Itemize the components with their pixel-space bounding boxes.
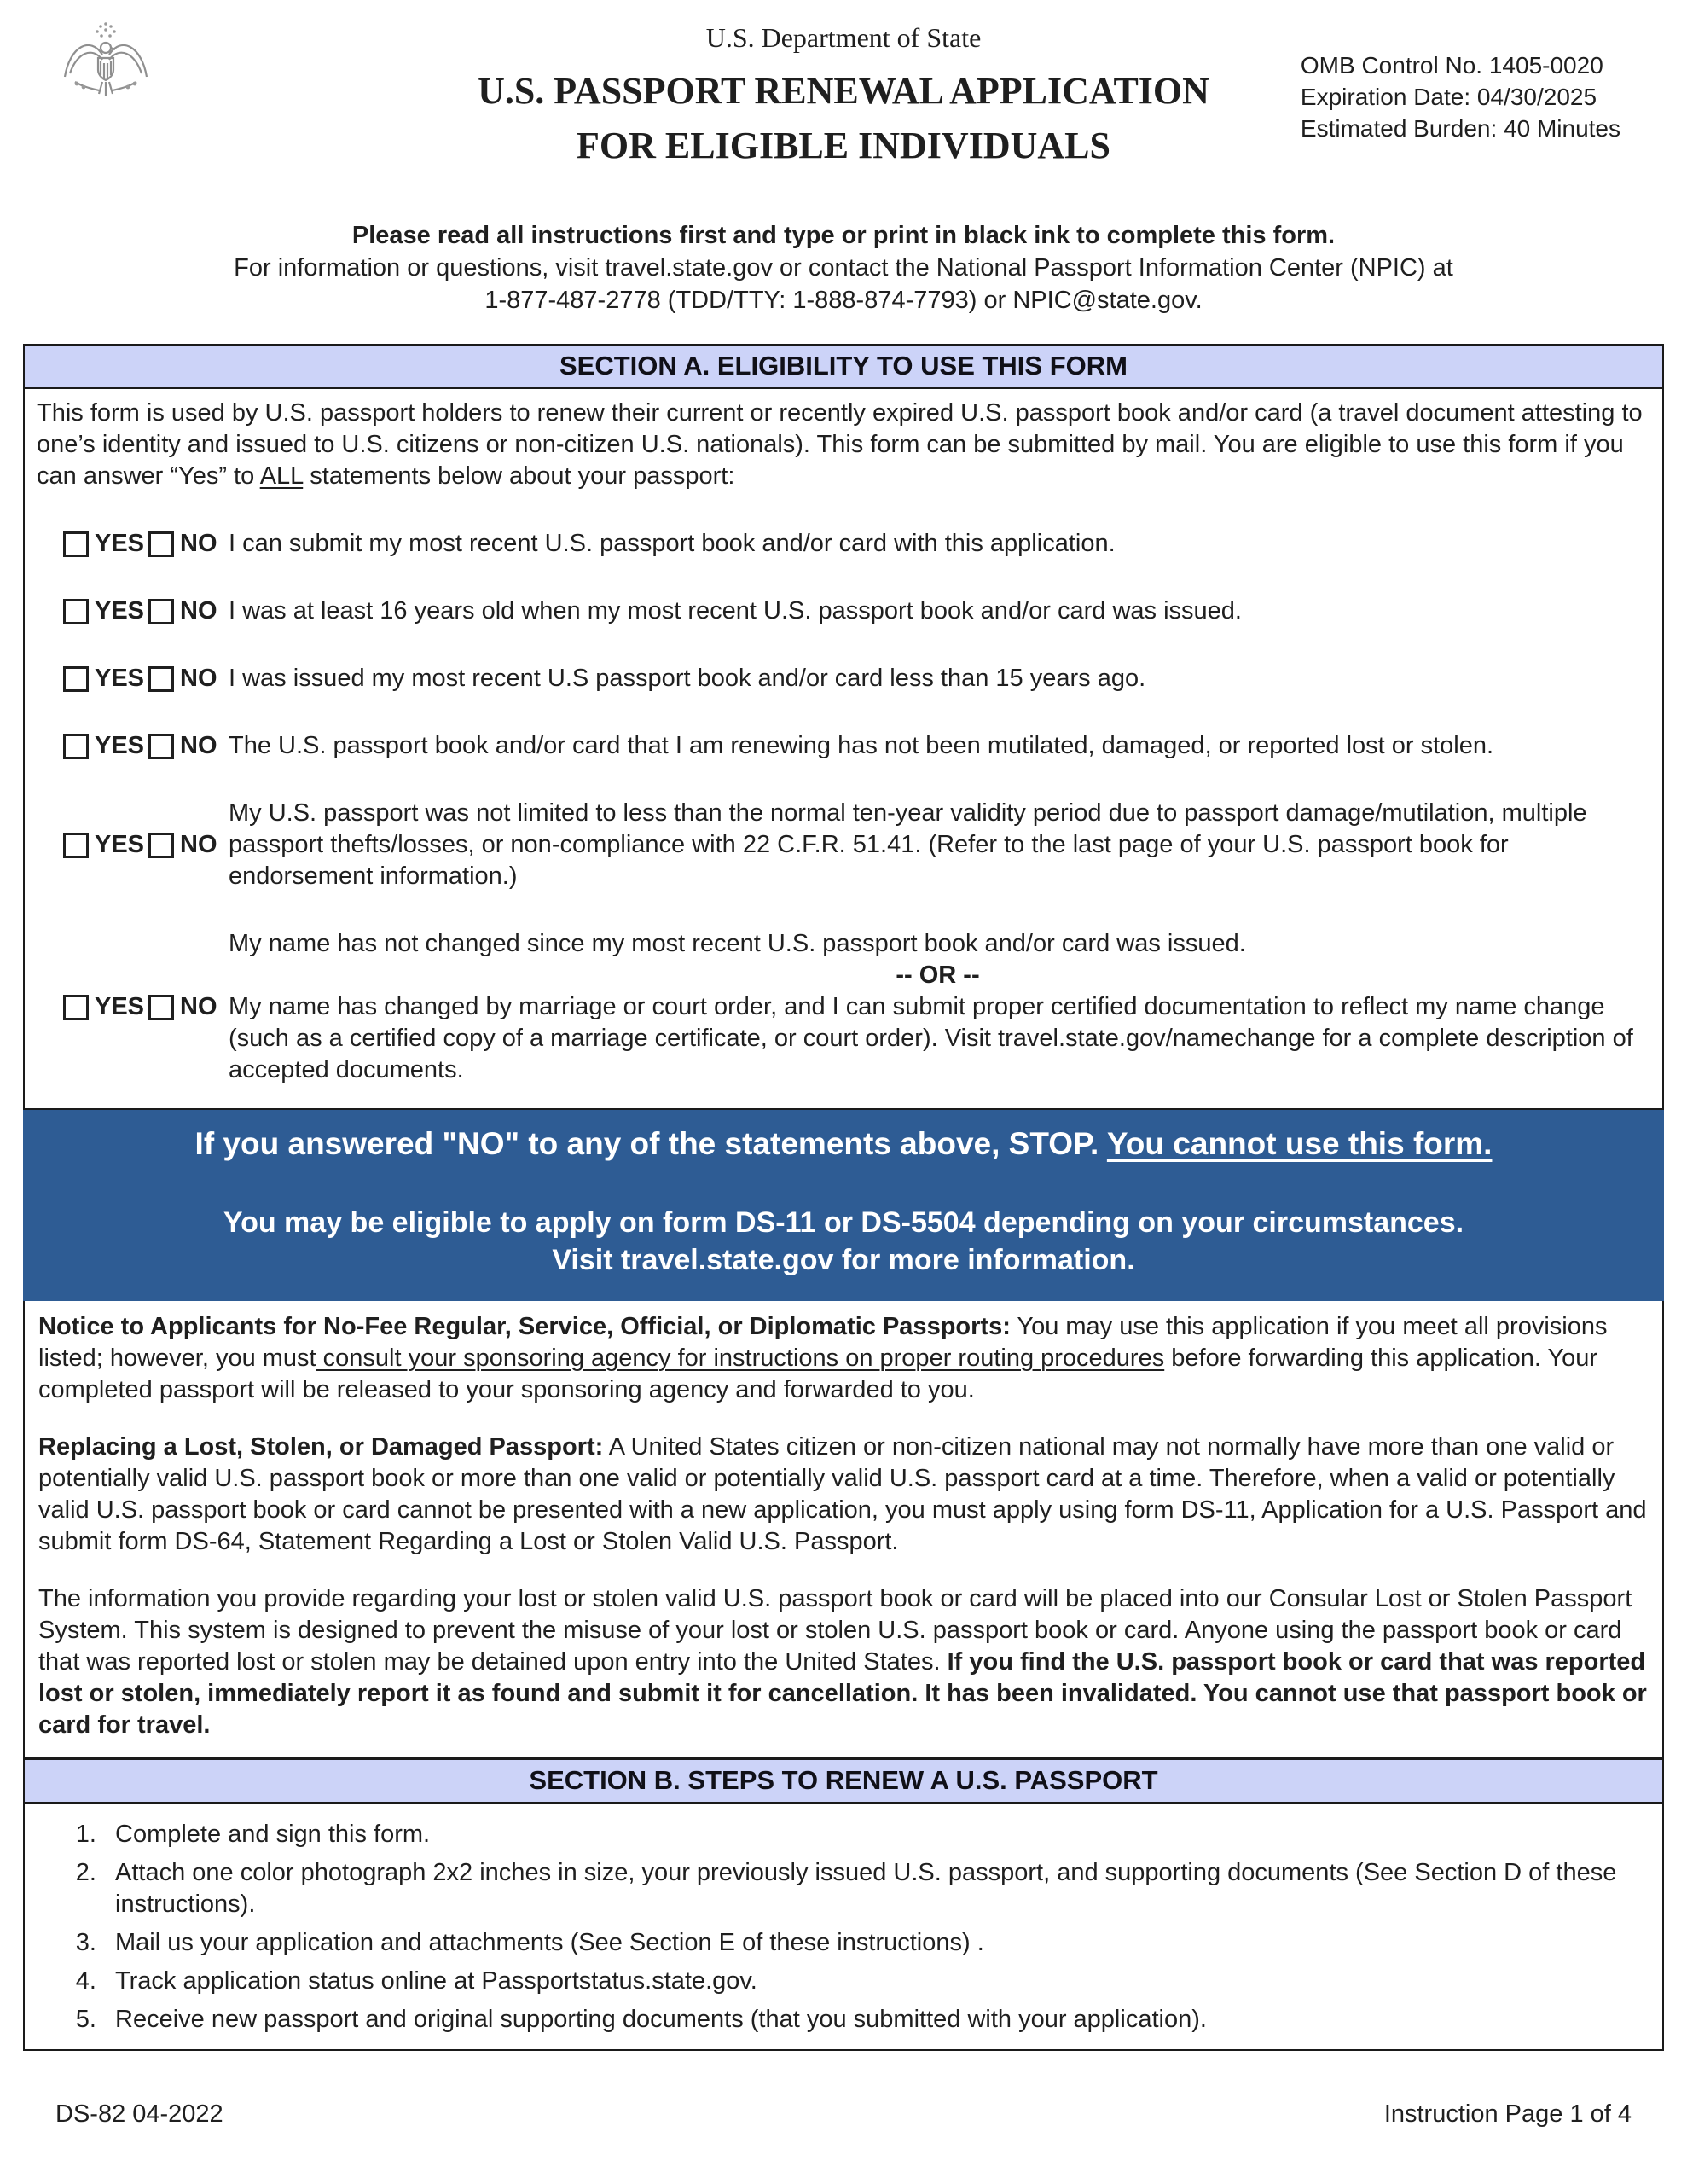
no-label: NO	[180, 530, 217, 557]
no-checkbox[interactable]	[148, 599, 174, 624]
intro-line2: For information or questions, visit travel.state.gov or contact the National Passport Information Center (NPIC) at	[234, 254, 1453, 282]
omb-expiration-date: Expiration Date: 04/30/2025	[1300, 84, 1597, 110]
no-checkbox[interactable]	[148, 995, 174, 1020]
no-checkbox[interactable]	[148, 833, 174, 858]
no-checkbox[interactable]	[148, 734, 174, 759]
omb-estimated-burden: Estimated Burden: 40 Minutes	[1300, 115, 1620, 142]
eligibility-row-3	[63, 663, 1647, 694]
step-5: 5. Receive new passport and original supporting documents (that you submitted with your application).	[103, 2004, 1645, 2036]
yes-no-group	[63, 597, 218, 625]
eligibility-row-1	[63, 528, 1647, 560]
stop-banner-line2: You may be eligible to apply on form DS-11 or DS-5504 depending on your circumstances.	[223, 1206, 1464, 1239]
notice-replacing-lost: Replacing a Lost, Stolen, or Damaged Passport: A United States citizen or non-citizen national may not normally have more than one valid or potentially valid U.S. passport book or more than one valid or potentially valid U.S. passport card at a time. Therefore, when a valid or potentially valid U.S. passport book or card cannot be presented with a new application, you must apply using form DS-11, Application for a U.S. Passport and submit form DS-64, Statement Regarding a Lost or Stolen Valid U.S. Passport.	[38, 1433, 1647, 1555]
yes-checkbox[interactable]	[63, 531, 89, 557]
notice-clasp-system: The information you provide regarding your lost or stolen valid U.S. passport book or card will be placed into our Consular Lost or Stolen Passport System. This system is designed to prevent the misuse of your lost or stolen U.S. passport book or card. Anyone using the passport book or card that was reported lost or stolen may be detained upon entry into the United States. If you find the U.S. passport book or card that was reported lost or stolen, immediately report it as found and submit it for cancellation. It has been invalidated. You cannot use that passport book or card for travel.	[38, 1585, 1647, 1739]
form-header	[0, 0, 1687, 200]
no-label: NO	[180, 665, 217, 692]
renewal-steps	[103, 1819, 1645, 2036]
yes-no-group	[63, 530, 218, 558]
eligibility-row-4	[63, 730, 1647, 762]
intro-line1: Please read all instructions first and type or print in black ink to complete this form.	[351, 222, 1336, 249]
agency-name: U.S. Department of State	[705, 22, 982, 53]
no-label: NO	[180, 831, 217, 858]
omb-block	[1301, 49, 1620, 144]
page-indicator: Instruction Page 1 of 4	[1383, 2100, 1632, 2128]
yes-label: YES	[95, 831, 145, 858]
eligibility-rows	[25, 528, 1662, 1108]
no-label: NO	[180, 597, 217, 624]
statement-text: I was issued my most recent U.S passport book and/or card less than 15 years ago.	[229, 665, 1146, 692]
form-number: DS-82 04-2022	[55, 2100, 223, 2128]
statement-text: My U.S. passport was not limited to less than the normal ten-year validity period due to passport damage/mutilation, multiple passport thefts/losses, or non-compliance with 22 C.F.R. 51.41. (Refer to the last page of your U.S. passport book for endorsement information.)	[229, 799, 1587, 890]
stop-banner	[23, 1110, 1664, 1301]
section-a-body	[23, 389, 1664, 1110]
yes-label: YES	[95, 597, 145, 624]
stop-banner-line3: Visit travel.state.gov for more information.	[552, 1244, 1135, 1276]
yes-checkbox[interactable]	[63, 833, 89, 858]
section-a-header: SECTION A. ELIGIBILITY TO USE THIS FORM	[23, 344, 1664, 389]
yes-checkbox[interactable]	[63, 599, 89, 624]
statement-text: The U.S. passport book and/or card that I am renewing has not been mutilated, damaged, or reported lost or stolen.	[229, 732, 1494, 759]
no-label: NO	[180, 993, 217, 1020]
step-4: 4. Track application status online at Passportstatus.state.gov.	[103, 1966, 1645, 1997]
step-3: 3. Mail us your application and attachments (See Section E of these instructions) .	[103, 1927, 1645, 1959]
form-title-line1: U.S. PASSPORT RENEWAL APPLICATION	[478, 70, 1209, 112]
yes-label: YES	[95, 732, 145, 759]
eligibility-row-6	[63, 928, 1647, 1086]
notice-no-fee: Notice to Applicants for No-Fee Regular, Service, Official, or Diplomatic Passports: You may use this application if you meet all provisions listed; however, you must consult your sponsoring agency for instructions on proper routing procedures before forwarding this application. Your completed passport will be released to your sponsoring agency and forwarded to you.	[38, 1313, 1608, 1403]
statement-text: I can submit my most recent U.S. passport book and/or card with this application.	[229, 530, 1116, 557]
eligibility-row-5	[63, 798, 1647, 892]
step-2: 2. Attach one color photograph 2x2 inches in size, your previously issued U.S. passport, and supporting documents (See Section D of these instructions).	[103, 1857, 1645, 1920]
statement-text: I was at least 16 years old when my most recent U.S. passport book and/or card was issued.	[229, 597, 1242, 624]
section-b-body	[23, 1804, 1664, 2051]
yes-label: YES	[95, 665, 145, 692]
intro-instructions	[23, 219, 1664, 317]
yes-checkbox[interactable]	[63, 666, 89, 692]
intro-line3: 1-877-487-2778 (TDD/TTY: 1-888-874-7793) or NPIC@state.gov.	[484, 287, 1203, 314]
section-b-header: SECTION B. STEPS TO RENEW A U.S. PASSPORT	[23, 1758, 1664, 1804]
stop-banner-line1: If you answered "NO" to any of the statements above, STOP. You cannot use this form.	[194, 1126, 1493, 1161]
yes-checkbox[interactable]	[63, 995, 89, 1020]
yes-no-group	[63, 831, 218, 859]
step-1: 1. Complete and sign this form.	[103, 1819, 1645, 1850]
yes-no-group	[63, 993, 218, 1021]
yes-label: YES	[95, 993, 145, 1020]
notices-box	[23, 1301, 1664, 1758]
yes-checkbox[interactable]	[63, 734, 89, 759]
section-a-intro: This form is used by U.S. passport holders to renew their current or recently expired U.S. passport book and/or card (a travel document attesting to one’s identity and issued to U.S. citizens or non-citizen U.S. nationals). This form can be submitted by mail. You are eligible to use this form if you can answer “Yes” to ALL statements below about your passport:	[37, 399, 1643, 490]
no-checkbox[interactable]	[148, 666, 174, 692]
statement-text: My name has not changed since my most recent U.S. passport book and/or card was issued. -- OR -- My name has changed by marriage or court order, and I can submit proper certified documentation to reflect my name change (such as a certified copy of a marriage certificate, or court order). Visit travel.state.gov/namechange for a complete description of accepted documents.	[229, 930, 1633, 1083]
form-title-line2: FOR ELIGIBLE INDIVIDUALS	[577, 124, 1110, 166]
no-checkbox[interactable]	[148, 531, 174, 557]
no-label: NO	[180, 732, 217, 759]
eligibility-row-2	[63, 595, 1647, 627]
page-footer	[55, 2100, 1632, 2129]
yes-no-group	[63, 665, 218, 693]
yes-label: YES	[95, 530, 145, 557]
yes-no-group	[63, 732, 218, 760]
omb-control-number: OMB Control No. 1405-0020	[1300, 52, 1603, 78]
